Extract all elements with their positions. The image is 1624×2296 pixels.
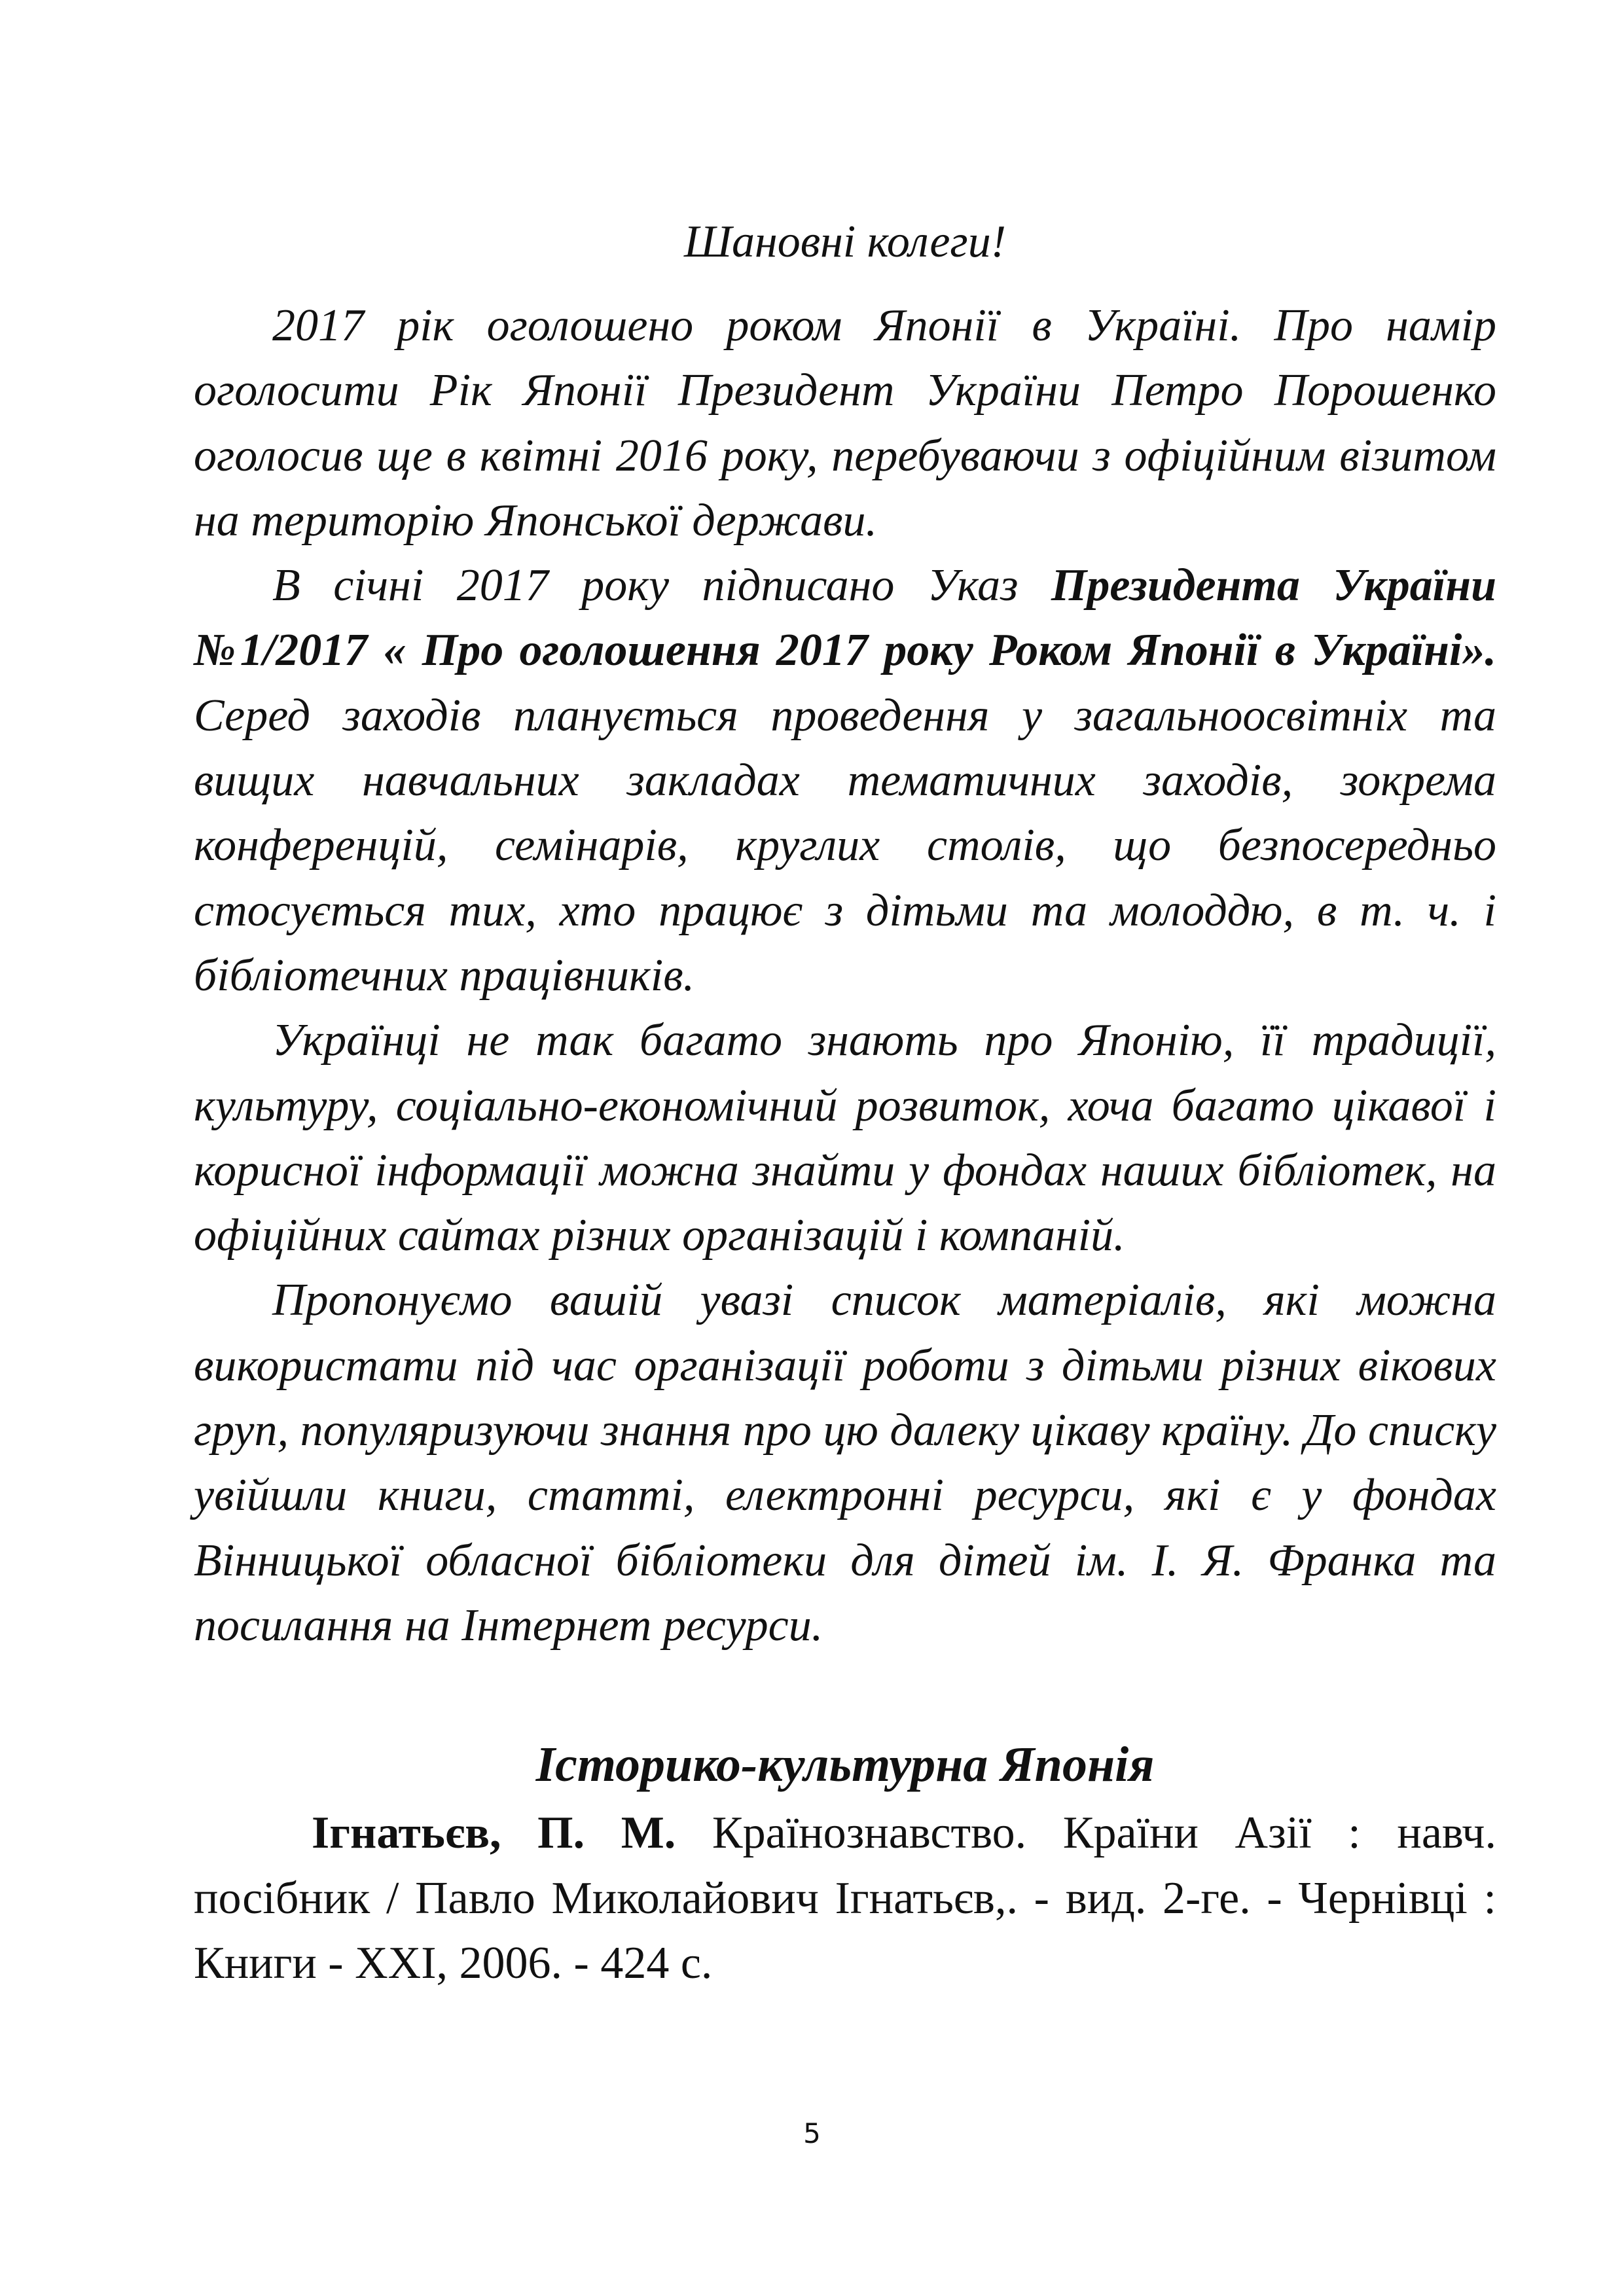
greeting: Шановні колеги! <box>683 217 1007 267</box>
decree-title: Президента України №1/2017 « Про оголошення 2017 року Роком Японії в Україні». <box>194 560 1497 676</box>
decree-intro-text: В січні 2017 року підписано Указ <box>272 560 1051 611</box>
bibliography-author: Ігнатьєв, П. М. <box>312 1808 676 1859</box>
paragraph-materials-list: Пропонуємо вашій увазі список матеріалів, які можна використати під час організації роботи з дітьми різних вікових груп, популяризуючи знання про цю далеку цікаву країну. До списку увійшли книги, статті, електронні ресурси, які є у фондах Вінницької обласної бібліотеки для дітей ім. І. Я. Франка та посилання на Інтернет ресурси. <box>194 1275 1496 1651</box>
bibliography-description: Країнознавство. Країни Азії : навч. посібник / Павло Миколайович Ігнатьєв,. - вид. 2-ге. - Чернівці : Книги - ХХІ, 2006. - 424 с. <box>194 1808 1496 1989</box>
paragraph-ukrainians-knowledge: Українці не так багато знають про Японію, її традиції, культуру, соціально-економічний розвиток, хоча багато цікавої і корисної інформації можна знайти у фондах наших бібліотек, на офіційних сайтах різних організацій і компаній. <box>194 1015 1496 1261</box>
page-content <box>194 209 1496 1996</box>
page-number: 5 <box>803 2117 821 2149</box>
decree-rest-text: Серед заходів планується проведення у загальноосвітніх та вищих навчальних закладах тематичних заходів, зокрема конференцій, семінарів, круглих столів, що безпосередньо стосується тих, хто працює з дітьми та молоддю, в т. ч. і бібліотечних працівників. <box>194 690 1496 1001</box>
paragraph-year-of-japan: 2017 рік оголошено роком Японії в Україні. Про намір оголосити Рік Японії Президент України Петро Порошенко оголосив ще в квітні 2016 року, перебуваючи з офіційним візитом на територію Японської держави. <box>194 300 1496 546</box>
section-heading: Історико-культурна Японія <box>535 1737 1155 1793</box>
paragraph-decree <box>194 553 1496 1008</box>
bibliography-entry <box>194 1801 1496 1996</box>
